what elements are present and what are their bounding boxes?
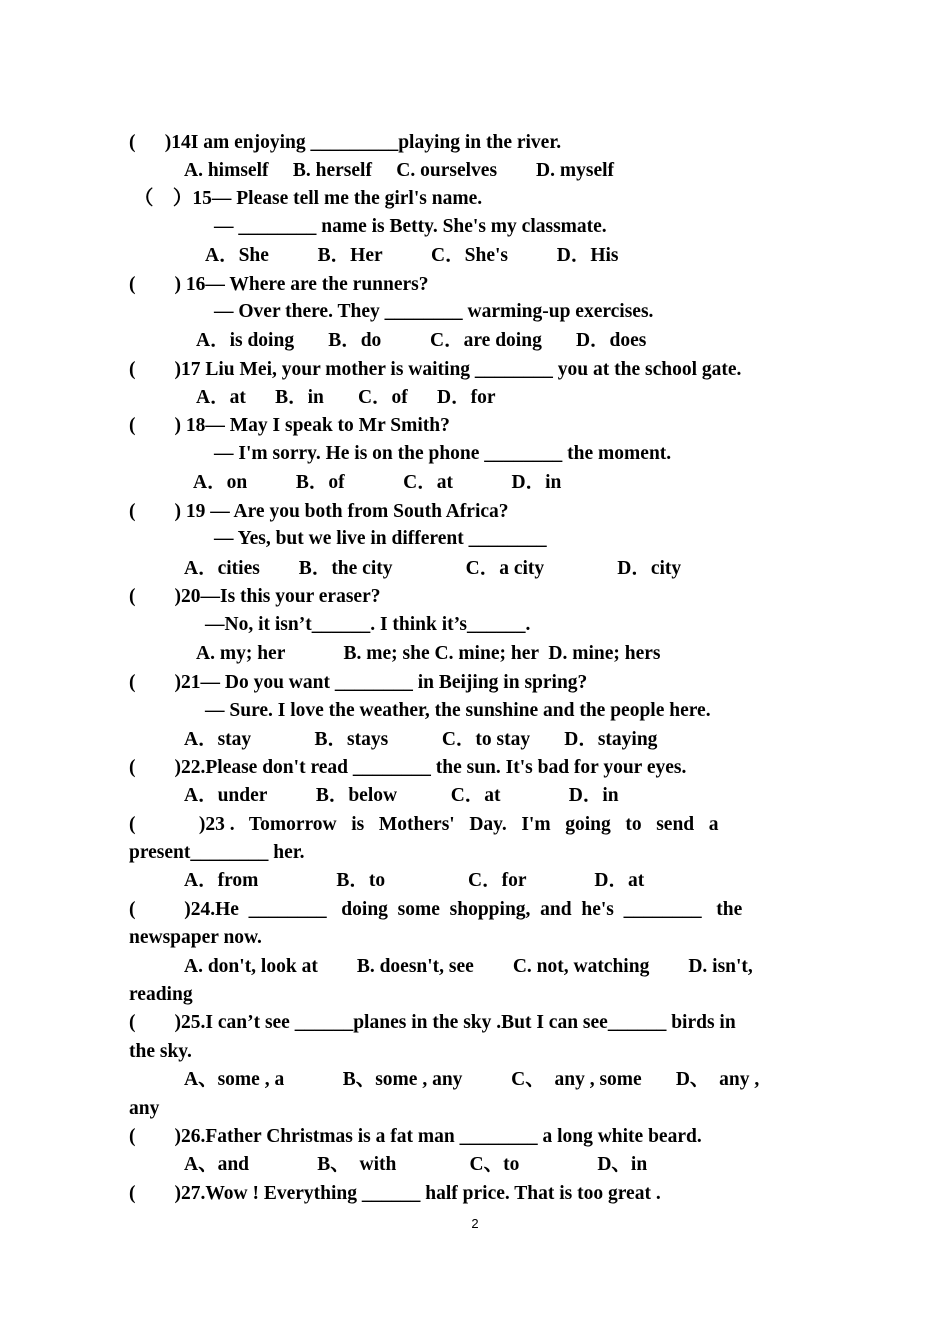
question-21-options: A．stay B．stays C．to stay D．staying	[184, 729, 658, 750]
question-16-stem: ( ) 16— Where are the runners?	[129, 274, 429, 295]
question-24-line2: newspaper now.	[129, 927, 262, 948]
question-23-stem: ( )23 . Tomorrow is Mothers' Day. I'm going to send a	[129, 814, 719, 835]
question-21-stem: ( )21— Do you want ________ in Beijing in spring?	[129, 672, 588, 693]
question-22-options: A．under B．below C．at D．in	[184, 785, 619, 806]
question-25-options: A、some , a B、some , any C、 any , some D、 any ,	[184, 1069, 760, 1090]
question-20-line2: —No, it isn’t______. I think it’s______.	[205, 614, 531, 635]
question-25-stem: ( )25.I can’t see ______planes in the sky .But I can see______ birds in	[129, 1012, 736, 1033]
question-16-options: A．is doing B．do C．are doing D．does	[196, 330, 647, 351]
question-24-options: A. don't, look at B. doesn't, see C. not, watching D. isn't,	[184, 956, 753, 977]
question-19-line2: — Yes, but we live in different ________	[214, 528, 547, 549]
question-16-line2: — Over there. They ________ warming-up exercises.	[214, 301, 654, 322]
question-18-stem: ( ) 18— May I speak to Mr Smith?	[129, 415, 450, 436]
question-24-stem: ( )24.He ________ doing some shopping, and he's ________ the	[129, 899, 743, 920]
question-27-stem: ( )27.Wow ! Everything ______ half price. That is too great .	[129, 1183, 661, 1204]
question-19-stem: ( ) 19 — Are you both from South Africa?	[129, 501, 509, 522]
question-25-line2: the sky.	[129, 1041, 192, 1062]
question-24-options-wrap: reading	[129, 984, 193, 1005]
question-17-stem: ( )17 Liu Mei, your mother is waiting ________ you at the school gate.	[129, 359, 742, 380]
question-18-options: A．on B．of C．at D．in	[193, 472, 562, 493]
question-15-options: A．She B．Her C．She's D．His	[205, 245, 619, 266]
question-26-options: A、and B、 with C、to D、in	[184, 1154, 648, 1175]
question-23-options: A．from B．to C．for D．at	[184, 870, 645, 891]
question-23-line2: present________ her.	[129, 842, 305, 863]
question-26-stem: ( )26.Father Christmas is a fat man ________ a long white beard.	[129, 1126, 702, 1147]
question-14-stem: ( )14I am enjoying _________playing in the river.	[129, 132, 562, 153]
question-14-options: A. himself B. herself C. ourselves D. myself	[184, 160, 615, 181]
question-18-line2: — I'm sorry. He is on the phone ________ the moment.	[214, 443, 672, 464]
question-25-options-wrap: any	[129, 1098, 160, 1119]
page-number: 2	[471, 1216, 479, 1231]
question-22-stem: ( )22.Please don't read ________ the sun. It's bad for your eyes.	[129, 757, 687, 778]
question-21-line2: — Sure. I love the weather, the sunshine and the people here.	[205, 700, 711, 721]
question-20-options: A. my; her B. me; she C. mine; her D. mine; hers	[196, 643, 661, 664]
question-17-options: A．at B．in C．of D．for	[196, 387, 496, 408]
question-15-stem: （ ）15— Please tell me the girl's name.	[129, 188, 483, 209]
question-19-options: A．cities B．the city C．a city D．city	[184, 558, 682, 579]
question-15-line2: — ________ name is Betty. She's my classmate.	[214, 216, 607, 237]
question-20-stem: ( )20—Is this your eraser?	[129, 586, 381, 607]
